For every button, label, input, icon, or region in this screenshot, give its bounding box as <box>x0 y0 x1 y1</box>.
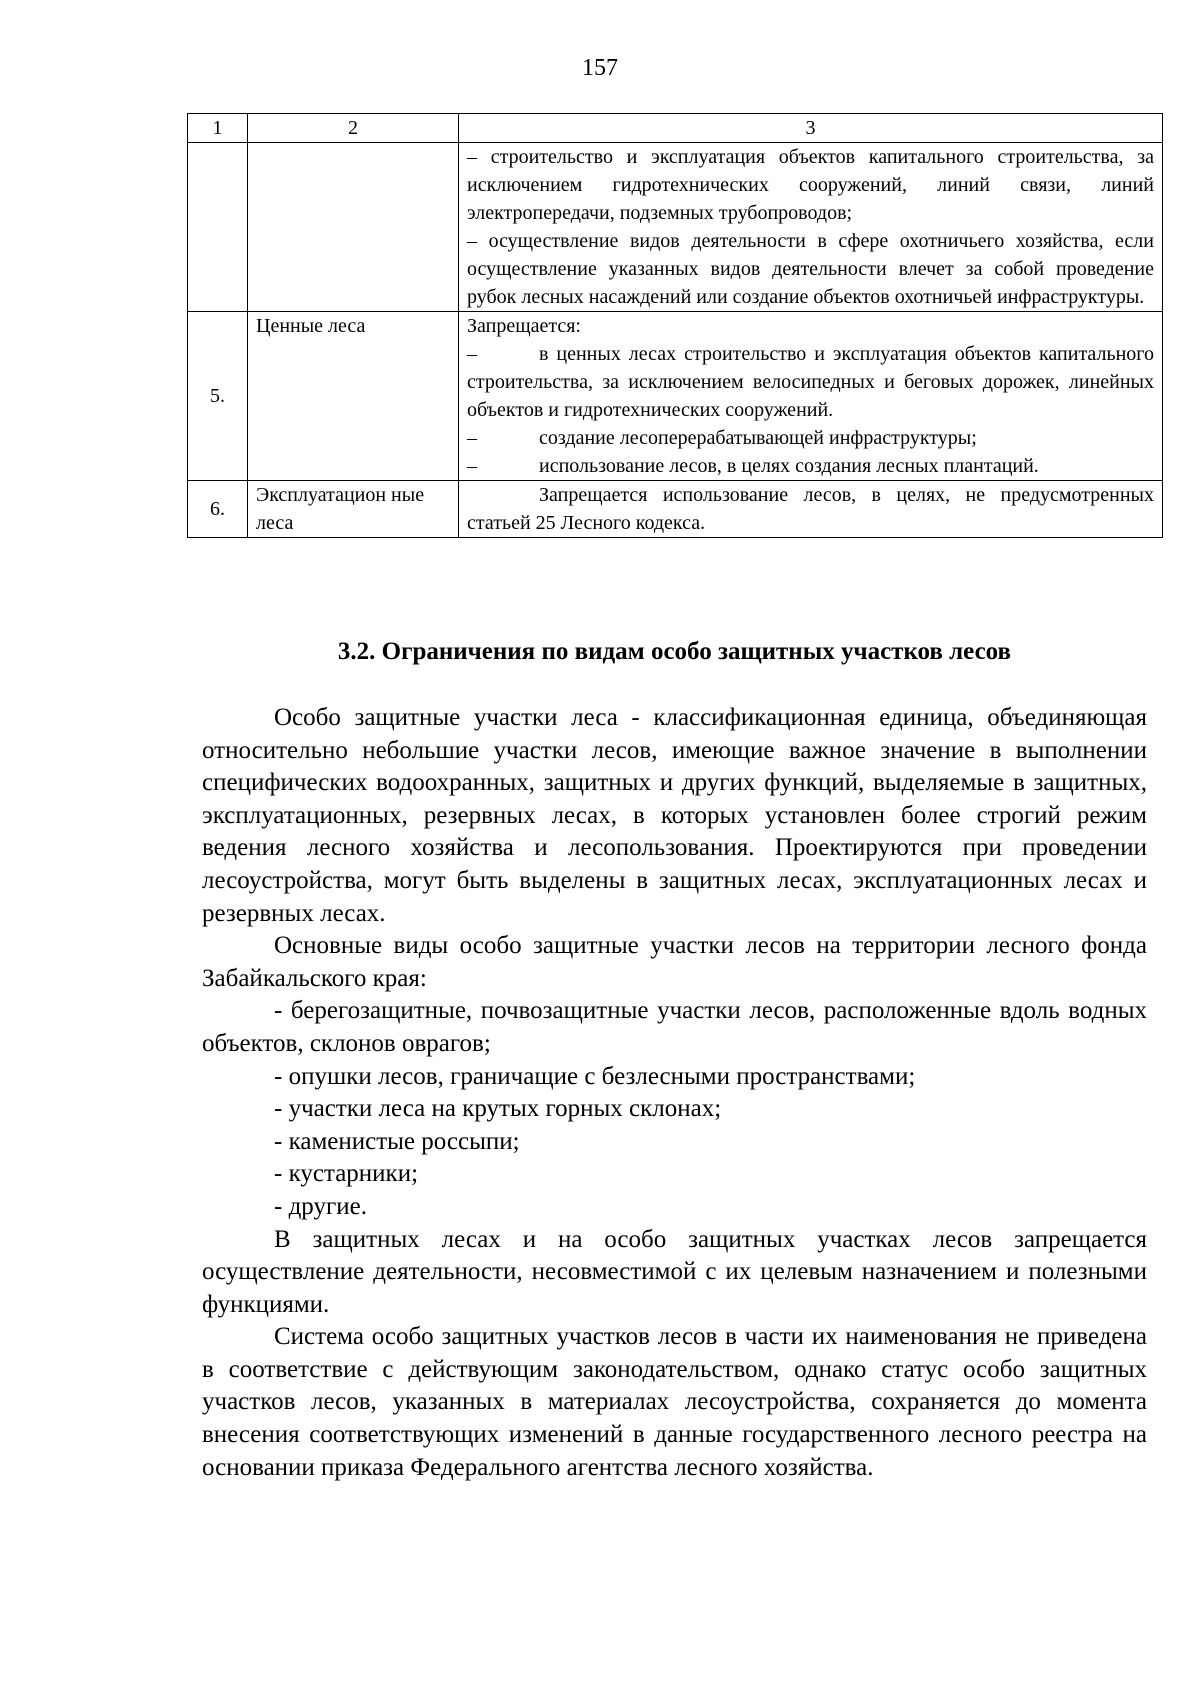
paragraph: Основные виды особо защитные участки лесов на территории лесного фонда Забайкальского края: <box>202 932 1147 992</box>
paragraph: В защитных лесах и на особо защитных участках лесов запрещается осуществление деятельности, несовместимой с их целевым назначением и полезными функциями. <box>202 1225 1147 1318</box>
table-header-row <box>188 114 1163 143</box>
table-cell-text: – строительство и эксплуатация объектов капитального строительства, за исключением гидротехнических сооружений, линий связи, линий электропередачи, подземных трубопроводов; <box>467 146 1154 224</box>
table-cell-text: – осуществление видов деятельности в сфере охотничьего хозяйства, если осуществление указанных видов деятельности влечет за собой проведение рубок лесных насаждений или создание объектов охотничьей инфраструктуры. <box>467 230 1154 308</box>
table-cell-text: Запрещается: <box>467 315 581 337</box>
list-item: - другие. <box>274 1192 367 1220</box>
paragraph: Особо защитные участки леса - классификационная единица, объединяющая относительно небольшие участки лесов, имеющие важное значение в выполнении специфических водоохранных, защитных и других функций, выделяемые в защитных, эксплуатационных, резервных лесах, в которых установлен более строгий режим ведения лесного хозяйства и лесопользования. Проектируются при проведении лесоустройства, могут быть выделены в защитных лесах, эксплуатационных лесах и резервных лесах. <box>202 704 1147 927</box>
table-row <box>188 312 1163 481</box>
table-header-cell: 2 <box>248 114 459 143</box>
forest-category: Эксплуатацион ные леса <box>248 481 459 538</box>
list-item: - кустарники; <box>274 1160 419 1188</box>
list-item: - участки леса на крутых горных склонах; <box>274 1095 722 1123</box>
table-row-continuation <box>188 143 1163 312</box>
section-heading: 3.2. Ограничения по видам особо защитных участков лесов <box>337 638 1012 665</box>
list-item: – в ценных лесах строительство и эксплуатация объектов капитального строительства, за исключением велосипедных и беговых дорожек, линейных объектов и гидротехнических сооружений. <box>467 343 1154 421</box>
list-item: - берегозащитные, почвозащитные участки лесов, расположенные вдоль водных объектов, склонов оврагов; <box>202 997 1147 1057</box>
list-item: – создание лесоперерабатывающей инфраструктуры; <box>467 427 977 449</box>
table-cell-text: Запрещается использование лесов, в целях, не предусмотренных статьей 25 Лесного кодекса. <box>467 484 1154 534</box>
page-number: 157 <box>582 55 618 81</box>
table-header-cell: 1 <box>188 114 248 143</box>
list-item: - опушки лесов, граничащие с безлесными пространствами; <box>274 1062 916 1090</box>
row-number: 5. <box>188 312 248 481</box>
list-item: – использование лесов, в целях создания лесных плантаций. <box>467 455 1039 477</box>
table-row <box>188 481 1163 538</box>
list-item: - каменистые россыпи; <box>274 1127 520 1155</box>
forest-category: Ценные леса <box>248 312 459 481</box>
row-number: 6. <box>188 481 248 538</box>
table-header-cell: 3 <box>459 114 1163 143</box>
paragraph: Система особо защитных участков лесов в части их наименования не приведена в соответствие с действующим законодательством, однако статус особо защитных участков лесов, указанных в материалах лесоустройства, сохраняется до момента внесения соответствующих изменений в данные государственного лесного реестра на основании приказа Федерального агентства лесного хозяйства. <box>202 1323 1147 1481</box>
body-text <box>202 702 1147 1484</box>
restrictions-table <box>187 113 1163 538</box>
